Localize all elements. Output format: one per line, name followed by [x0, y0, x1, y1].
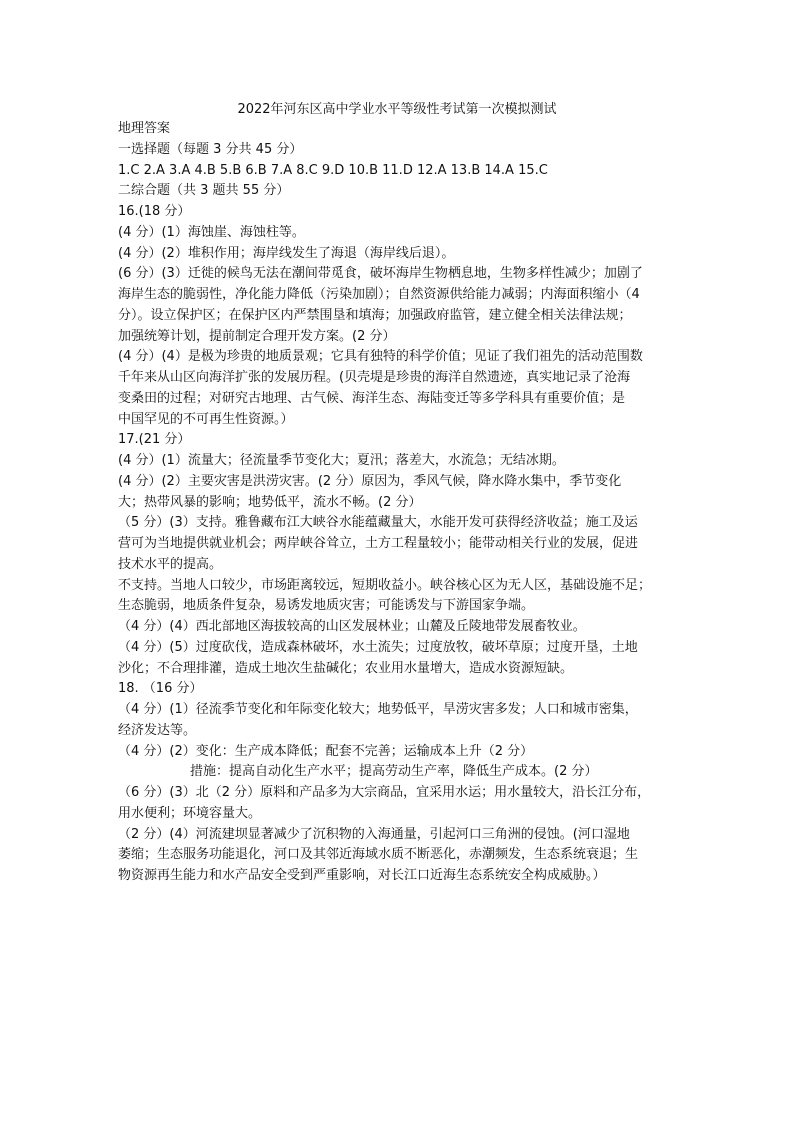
answer-line: 中国罕见的不可再生性资源。） [118, 411, 294, 427]
choice-answers: 1.C 2.A 3.A 4.B 5.B 6.B 7.A 8.C 9.D 10.B 11.D 12.A 13.B 14.A 15.C [118, 162, 548, 178]
answer-line: 大；热带风暴的影响；地势低平，流水不畅。(2 分） [118, 494, 422, 510]
answer-line: 千年来从山区向海洋扩张的发展历程。(贝壳堤是珍贵的海洋自然遗迹，真实地记录了沧海 [118, 370, 631, 385]
answer-line: 生态脆弱，地质条件复杂，易诱发地质灾害；可能诱发与下游国家争端。 [118, 598, 535, 614]
answer-line: （6 分）(3）北（2 分）原料和产品多为大宗商品，宜采用水运；用水量较大，沿长江分布， [118, 785, 651, 800]
answer-line: 加强统筹计划，提前制定合理开发方案。(2 分） [118, 328, 396, 344]
answer-line: 变桑田的过程；对研究古地理、古气候、海洋生态、海陆变迁等多学科具有重要价值；是 [118, 390, 626, 406]
answer-line-indented: 措施：提高自动化生产水平；提高劳动生产率，降低生产成本。(2 分） [190, 764, 598, 780]
answer-line: 不支持。当地人口较少，市场距离较远，短期收益小。峡谷核心区为无人区，基础设施不足； [118, 577, 652, 593]
answer-line: （4 分）(5）过度砍伐，造成森林破坏，水土流失；过度放牧，破坏草原；过度开垦，土地 [118, 639, 638, 655]
answer-line: 经济发达等。 [118, 722, 197, 738]
answer-line: （2 分）(4）河流建坝显著减少了沉积物的入海通量，引起河口三角洲的侵蚀。(河口湿地 [118, 826, 630, 842]
answer-content [118, 119, 698, 887]
answer-line: （4 分）(2）变化：生产成本降低；配套不完善；运输成本上升（2 分） [118, 743, 534, 759]
answer-line: （5 分）(3）支持。雅鲁藏布江大峡谷水能蕴藏量大，水能开发可获得经济收益；施工及运 [118, 515, 638, 531]
question-16-heading: 16.(18 分） [118, 204, 191, 219]
answer-line: 萎缩；生态服务功能退化，河口及其邻近海域水质不断恶化，赤潮频发，生态系统衰退；生 [118, 847, 639, 863]
document-title: 2022年河东区高中学业水平等级性考试第一次模拟测试 [237, 102, 557, 117]
question-18-heading: 18. （16 分） [118, 681, 203, 697]
answer-line: （4 分）(1）径流季节变化和年际变化较大；地势低平，旱涝灾害多发；人口和城市密集， [118, 702, 638, 717]
answer-line: (4 分）(2）堆积作用；海岸线发生了海退（海岸线后退）。 [118, 245, 455, 261]
answer-line: (4 分）(2）主要灾害是洪涝灾害。(2 分）原因为，季风气候，降水降水集中，季节变化 [118, 473, 622, 489]
answer-line: 沙化；不合理排灌，造成土地次生盐碱化；农业用水量增大，造成水资源短缺。 [118, 660, 574, 676]
answer-line: 技术水平的提高。 [118, 556, 223, 572]
answer-line: (6 分）(3）迁徙的候鸟无法在潮间带觅食，破坏海岸生物栖息地，生物多样性减少；加剧了 [118, 266, 643, 282]
subject-heading: 地理答案 [118, 121, 171, 136]
section-heading-choice: 一选择题（每题 3 分共 45 分） [118, 141, 303, 157]
answer-line: 物资源再生能力和水产品安全受到严重影响，对长江口近海生态系统安全构成威胁。） [118, 868, 606, 883]
answer-line: 用水便利；环境容量大。 [118, 805, 262, 821]
section-heading-comprehensive: 二综合题（共 3 题共 55 分） [118, 183, 290, 199]
answer-line: （4 分）(4）西北部地区海拔较高的山区发展林业；山麓及丘陵地带发展畜牧业。 [118, 619, 586, 634]
answer-line: (4 分）(4）是极为珍贵的地质景观；它具有独特的科学价值；见证了我们祖先的活动范围数 [118, 349, 643, 365]
answer-line: 营可为当地提供就业机会；两岸峡谷耸立，土方工程量较小；能带动相关行业的发展，促进 [118, 536, 639, 551]
answer-line: 海岸生态的脆弱性，净化能力降低（污染加剧）；自然资源供给能力减弱；内海面积缩小（4 [118, 287, 640, 302]
answer-line: 分）。设立保护区；在保护区内严禁围垦和填海；加强政府监管，建立健全相关法律法规； [118, 307, 632, 323]
answer-line: (4 分）(1）流量大；径流量季节变化大；夏汛；落差大，水流急；无结冰期。 [118, 453, 565, 468]
question-17-heading: 17.(21 分） [118, 432, 191, 448]
answer-line: (4 分）(1）海蚀崖、海蚀柱等。 [118, 224, 305, 240]
